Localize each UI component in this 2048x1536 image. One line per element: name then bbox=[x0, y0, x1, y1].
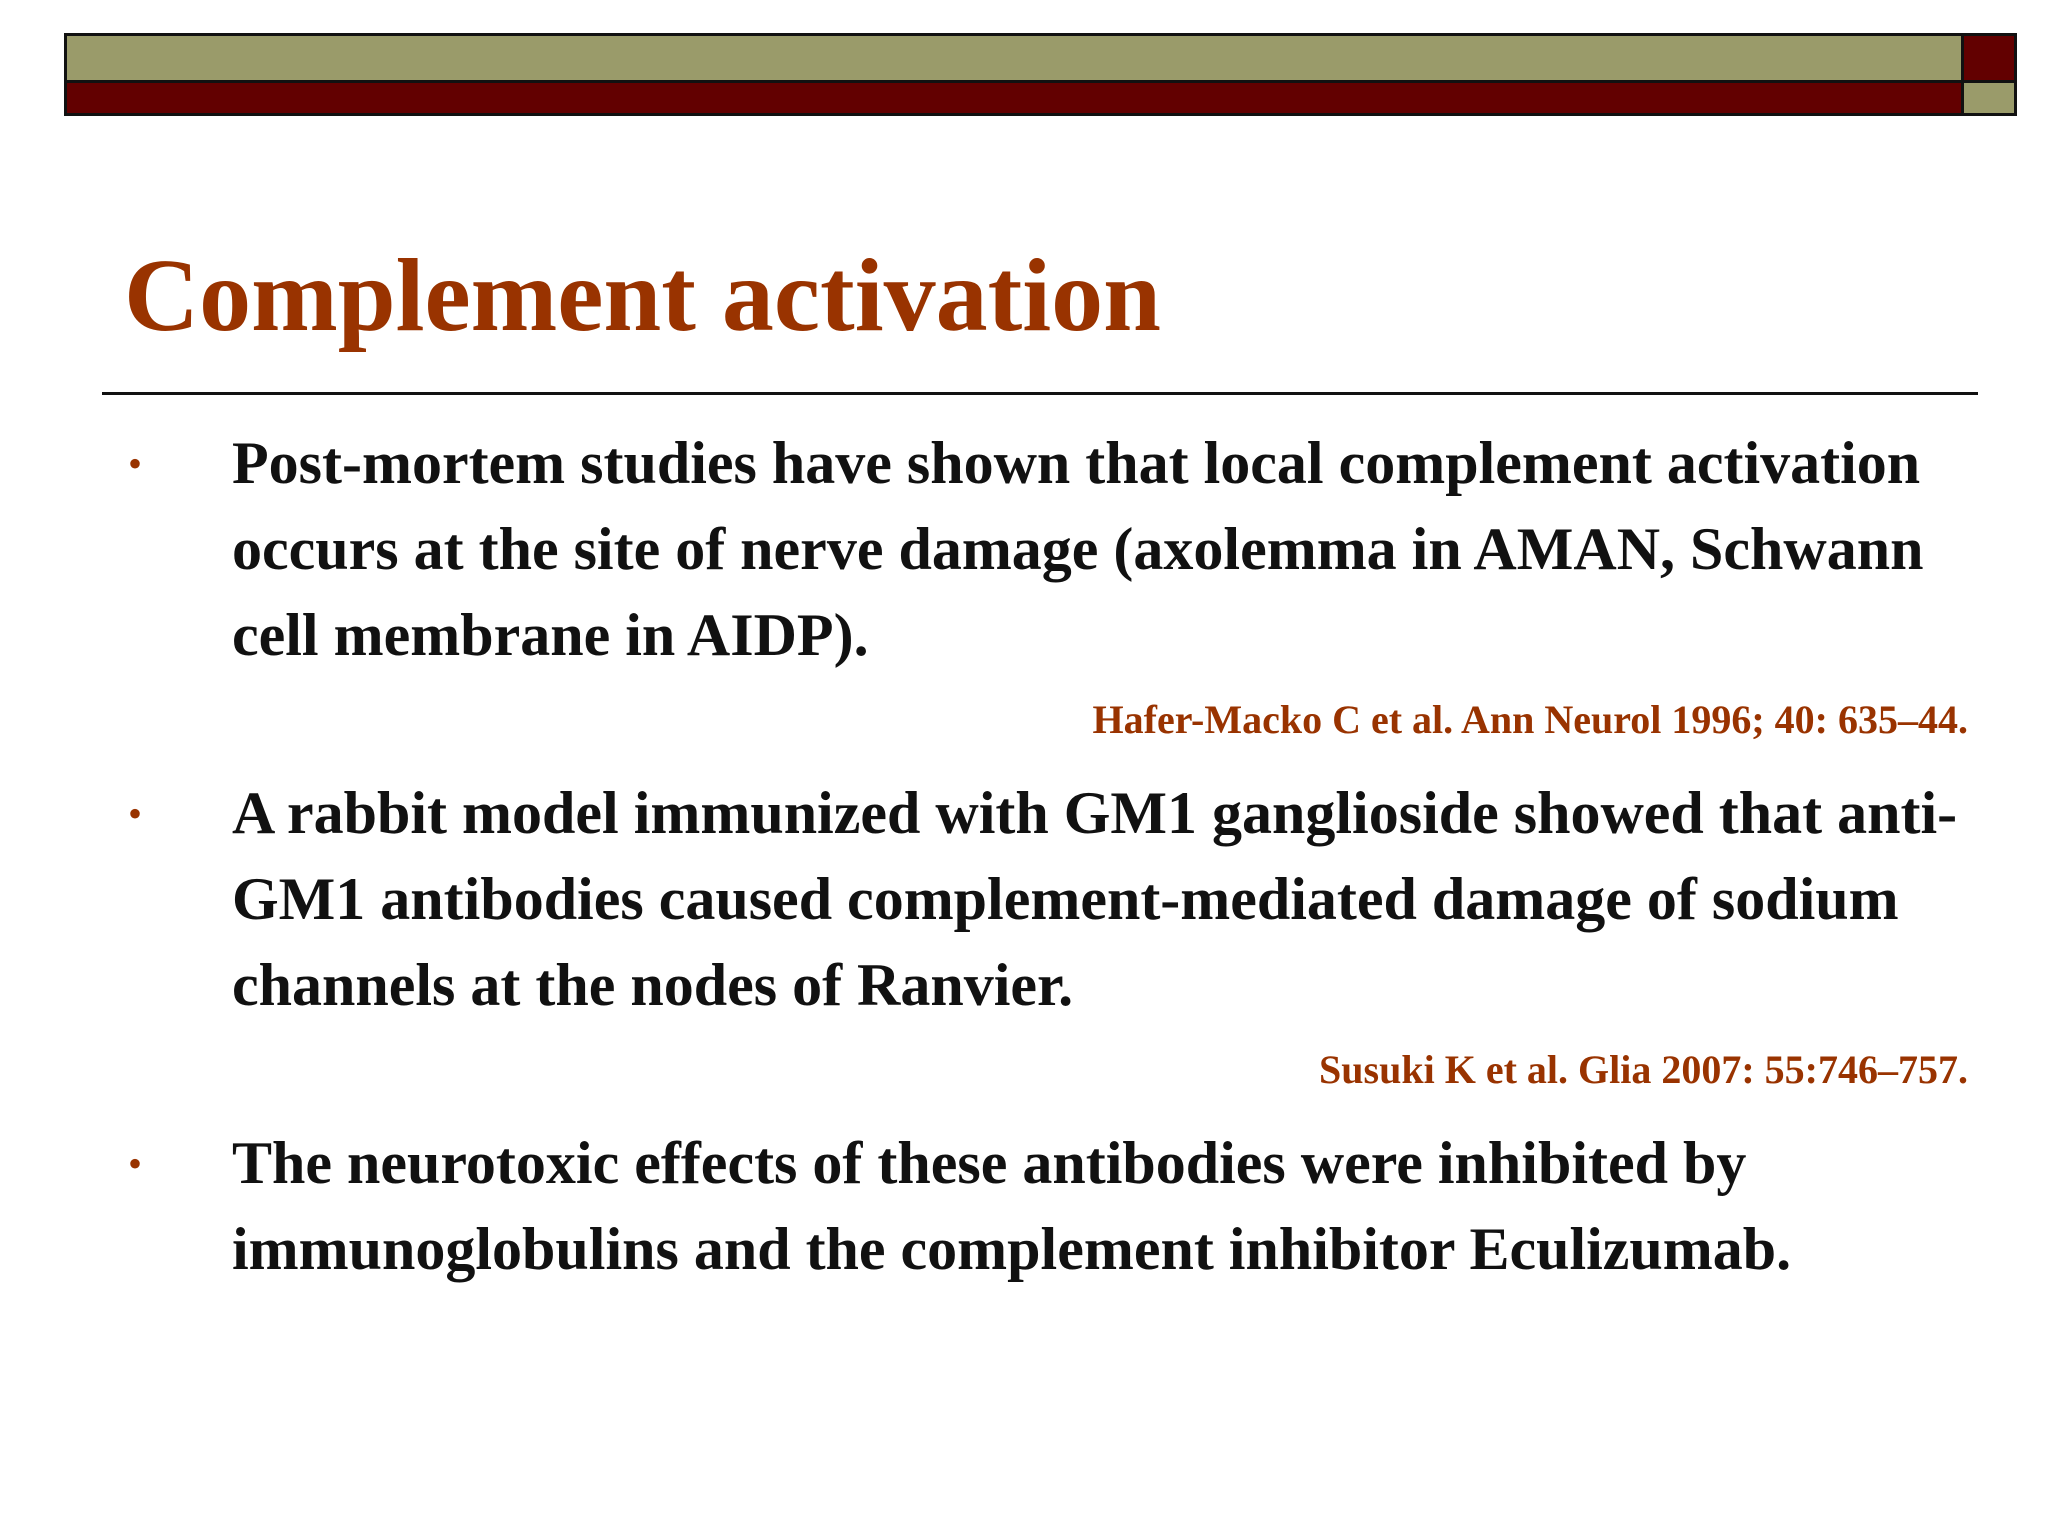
bullet-list bbox=[100, 420, 1980, 1292]
bullet-text: Post-mortem studies have shown that local complement activation occurs at the site of nerve damage (axolemma in AMAN, Schwann cell membrane in AIDP). bbox=[232, 430, 1924, 668]
header-bar-maroon bbox=[64, 83, 1964, 116]
header-corner-square-olive bbox=[1964, 83, 2017, 116]
bullet-item-3 bbox=[100, 1120, 1980, 1292]
header-corner-square-maroon bbox=[1964, 33, 2017, 83]
slide-title: Complement activation bbox=[124, 238, 1161, 353]
citation: Susuki K et al. Glia 2007: 55:746–757. bbox=[1319, 1047, 1968, 1092]
title-divider bbox=[102, 392, 1978, 395]
bullet-text: The neurotoxic effects of these antibodies were inhibited by immunoglobulins and the complement inhibitor Eculizumab. bbox=[232, 1130, 1792, 1282]
bullet-text: A rabbit model immunized with GM1 ganglioside showed that anti-GM1 antibodies caused complement-mediated damage of sodium channels at the nodes of Ranvier. bbox=[232, 780, 1958, 1018]
header-bar-olive bbox=[64, 33, 1964, 83]
bullet-marker: • bbox=[128, 441, 143, 486]
bullet-item-2 bbox=[100, 770, 1980, 1102]
citation: Hafer-Macko C et al. Ann Neurol 1996; 40: 635–44. bbox=[1092, 697, 1968, 742]
bullet-marker: • bbox=[128, 791, 143, 836]
bullet-marker: • bbox=[128, 1141, 143, 1186]
bullet-item-1 bbox=[100, 420, 1980, 752]
